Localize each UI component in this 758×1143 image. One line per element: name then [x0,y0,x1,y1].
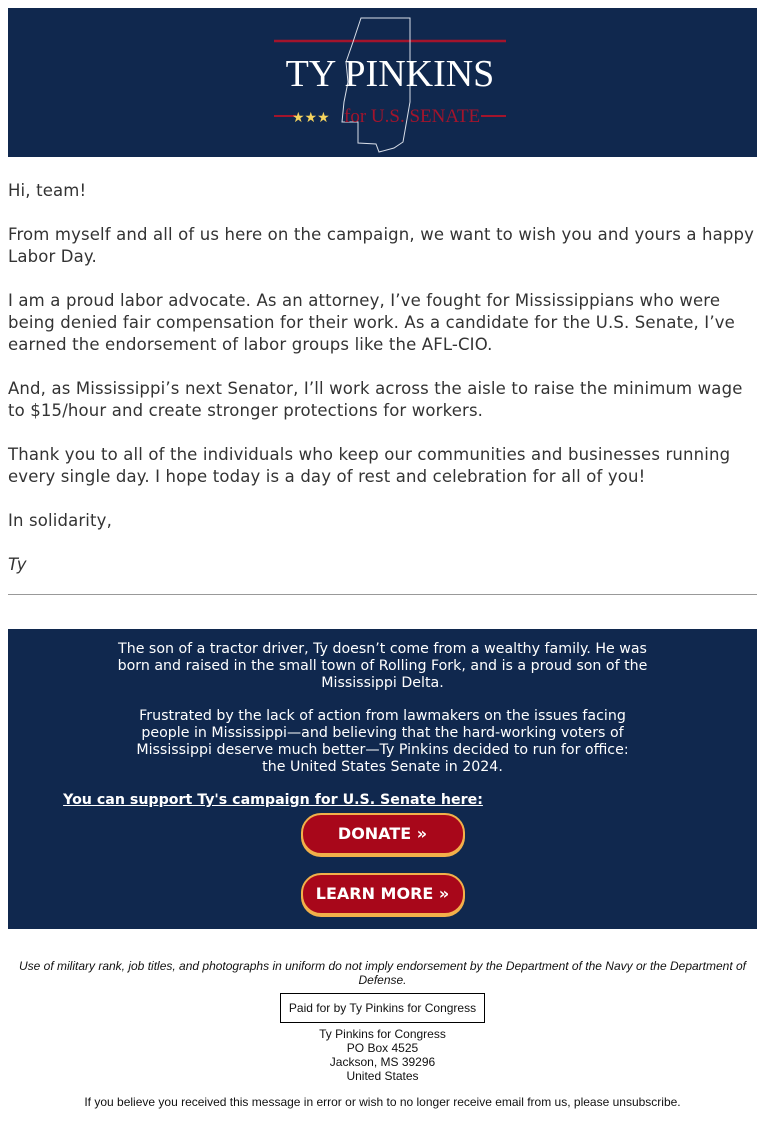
campaign-banner [8,8,757,157]
greeting: Hi, team! [8,181,87,200]
stars-icon: ★★★ [292,110,330,126]
letter-paragraph: From myself and all of us here on the campaign, we want to wish you and yours a happy Labor Day. [8,225,755,266]
letter-paragraph: Thank you to all of the individuals who keep our communities and businesses running every single day. I hope today is a day of rest and celebration for all of you! [8,445,731,486]
bio-section [8,629,757,929]
mailing-address [8,1027,757,1083]
disclaimer: Use of military rank, job titles, and photographs in uniform do not imply endorsement by the Department of the Navy or the Department of Defense. [18,959,747,987]
signature: Ty [8,555,27,574]
address-line: Ty Pinkins for Congress [319,1027,446,1041]
bio-paragraph: The son of a tractor driver, Ty doesn’t come from a wealthy family. He was born and raised in the small town of Rolling Fork, and is a proud son of the Mississippi Delta. [117,641,648,691]
address-line: United States [346,1069,419,1083]
address-line: Jackson, MS 39296 [329,1055,436,1069]
logo-name: TY PINKINS [285,53,495,95]
closing: In solidarity, [8,511,112,530]
logo-tagline: for U.S. SENATE [344,106,481,127]
letter-paragraph: And, as Mississippi’s next Senator, I’ll work across the aisle to raise the minimum wage to $15/hour and create stronger protections for workers. [8,379,743,420]
donate-button[interactable]: DONATE » [301,813,465,855]
learn-more-button[interactable]: LEARN MORE » [301,873,465,915]
support-link[interactable]: You can support Ty's campaign for U.S. Senate here: [63,792,483,808]
paid-for-box: Paid for by Ty Pinkins for Congress [280,993,485,1023]
address-line: PO Box 4525 [346,1041,419,1055]
letter-body [8,180,757,576]
campaign-logo [266,12,516,157]
divider [8,594,757,595]
footer [8,959,757,1109]
unsubscribe-text[interactable]: If you believe you received this message in error or wish to no longer receive email from us, please unsubscribe. [84,1095,681,1109]
bio-paragraph: Frustrated by the lack of action from lawmakers on the issues facing people in Mississippi—and believing that the hard-working voters of Mississippi deserve much better—Ty Pinkins decided to run for office: the United States Senate in 2024. [136,708,629,775]
letter-paragraph: I am a proud labor advocate. As an attorney, I’ve fought for Mississippians who were being denied fair compensation for their work. As a candidate for the U.S. Senate, I’ve earned the endorsement of labor groups like the AFL-CIO. [8,291,735,354]
